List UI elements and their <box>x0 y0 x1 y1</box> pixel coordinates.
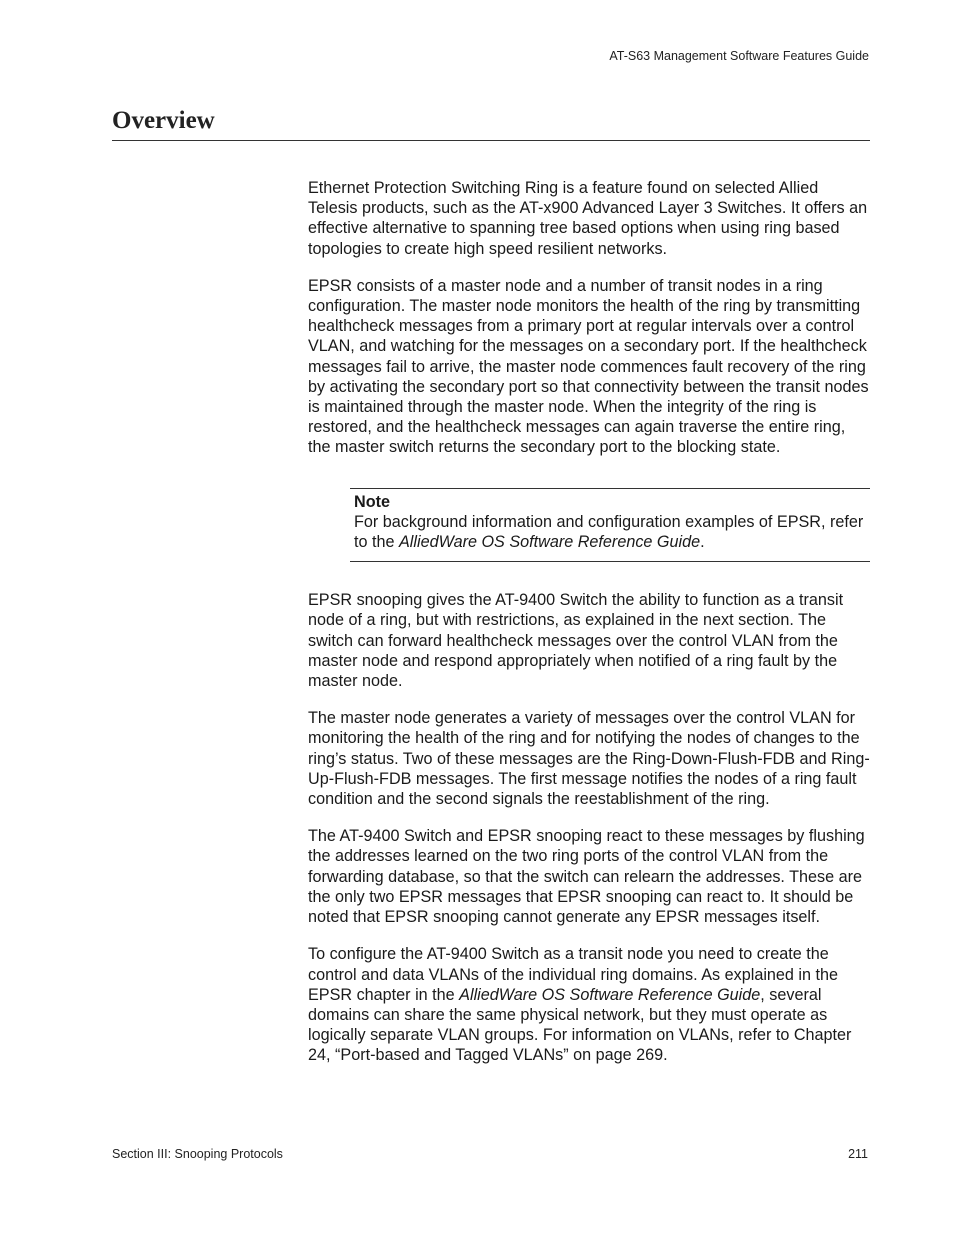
note-text-before: For background information and configuration examples of EPSR, refer to the <box>354 512 864 552</box>
note-box <box>350 488 870 563</box>
note-text-after: . <box>700 533 705 552</box>
paragraph-6-before: To configure the AT-9400 Switch as a transit node you need to create the control and data VLANs of the individual ring domains. As explained in the EPSR chapter in the <box>308 945 839 1004</box>
footer-section: Section III: Snooping Protocols <box>112 1147 283 1161</box>
note-reference-title: AlliedWare OS Software Reference Guide <box>399 533 701 552</box>
body-content <box>308 178 870 1083</box>
note-text <box>354 512 870 552</box>
note-title: Note <box>354 492 390 511</box>
page-number: 211 <box>848 1147 868 1161</box>
paragraph-2: EPSR consists of a master node and a number of transit nodes in a ring configuration. The master node monitors the health of the ring by transmitting healthcheck messages from a primary port at regular intervals over a control VLAN, and watching for the messages on a secondary port. If the healthcheck messages fail to arrive, the master node commences fault recovery of the ring by activating the secondary port so that connectivity between the transit nodes is maintained through the master node. When the integrity of the ring is restored, and the healthcheck messages can again traverse the entire ring, the master switch returns the secondary port to the blocking state. <box>308 276 869 457</box>
running-header: AT-S63 Management Software Features Guide <box>609 49 869 63</box>
paragraph-6-after: , several domains can share the same physical network, but they must operate as logically separate VLAN groups. For information on VLANs, refer to Chapter 24, “Port-based and Tagged VLANs” on page 269. <box>308 985 852 1065</box>
section-title: Overview <box>112 107 215 134</box>
title-rule <box>112 140 870 141</box>
paragraph-6-reference-title: AlliedWare OS Software Reference Guide <box>459 985 761 1004</box>
paragraph-3: EPSR snooping gives the AT-9400 Switch the ability to function as a transit node of a ring, but with restrictions, as explained in the next section. The switch can forward healthcheck messages over the control VLAN from the master node and respond appropriately when notified of a ring fault by the master node. <box>308 591 844 691</box>
paragraph-5: The AT-9400 Switch and EPSR snooping react to these messages by flushing the addresses learned on the two ring ports of the control VLAN from the forwarding database, so that the switch can relearn the addresses. These are the only two EPSR messages that EPSR snooping can react to. It should be noted that EPSR snooping cannot generate any EPSR messages itself. <box>308 827 865 927</box>
paragraph-6 <box>308 944 870 1065</box>
paragraph-4: The master node generates a variety of messages over the control VLAN for monitoring the health of the ring and for notifying the nodes of changes to the ring’s status. Two of these messages are the Ring-Down-Flush-FDB and Ring-Up-Flush-FDB messages. The first message notifies the nodes of a ring fault condition and the second signals the reestablishment of the ring. <box>308 709 870 809</box>
paragraph-1: Ethernet Protection Switching Ring is a feature found on selected Allied Telesis products, such as the AT-x900 Advanced Layer 3 Switches. It offers an effective alternative to spanning tree based options when using ring based topologies to create high speed resilient networks. <box>308 179 868 258</box>
